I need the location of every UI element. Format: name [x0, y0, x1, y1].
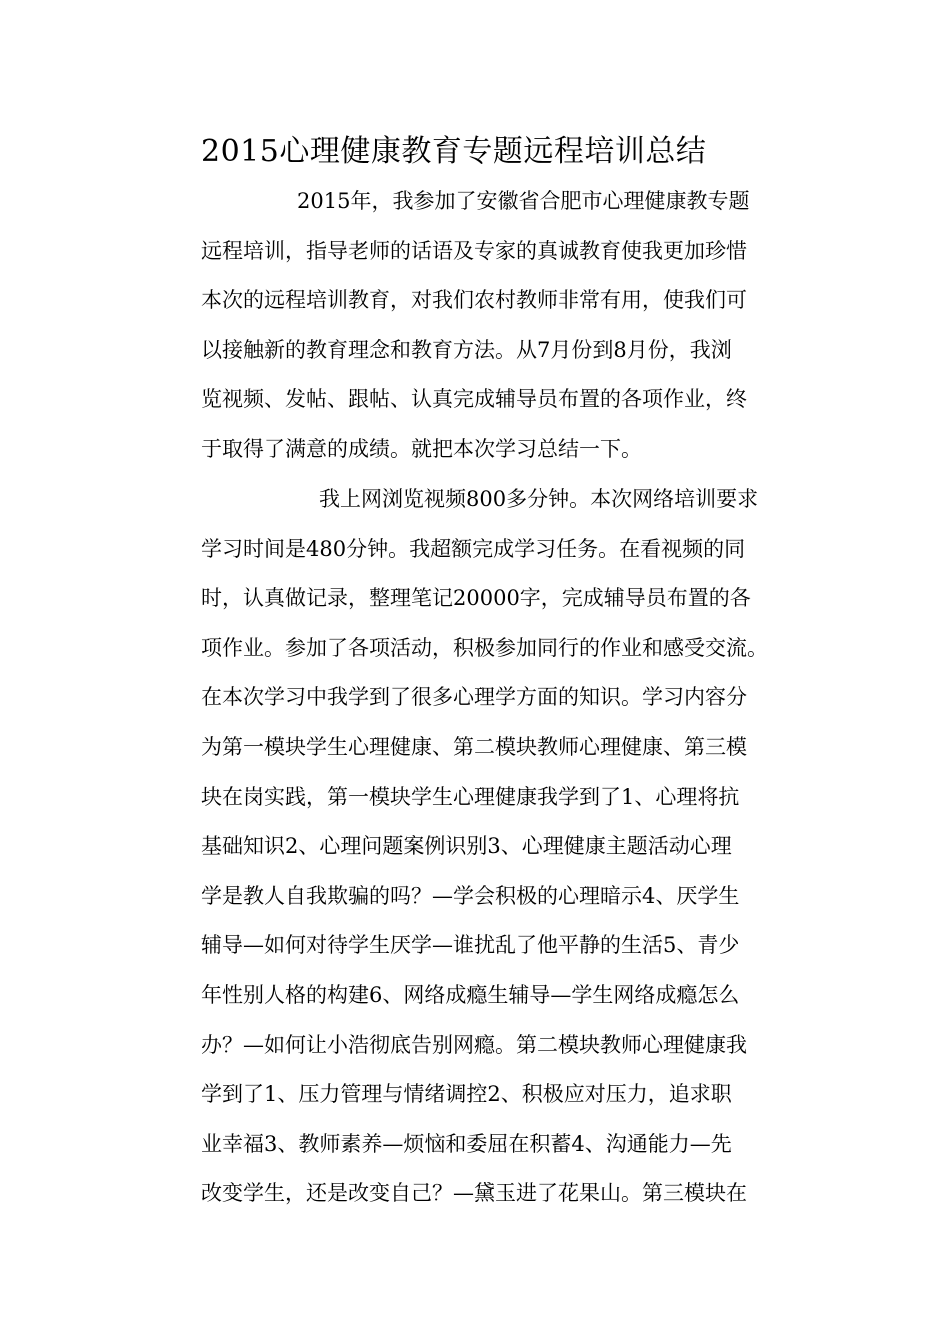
text-line: 远程培训，指导老师的话语及专家的真诚教育使我更加珍惜 — [201, 238, 747, 263]
text-line: 我上网浏览视频800多分钟。本次网络培训要求 — [319, 487, 759, 511]
text-line: 览视频、发帖、跟帖、认真完成辅导员布置的各项作业，终 — [201, 387, 747, 412]
text-line: 2015年，我参加了安徽省合肥市心理健康教专题 — [297, 189, 750, 213]
paragraph-1 — [201, 177, 841, 475]
text-line: 时，认真做记录，整理笔记20000字，完成辅导员布置的各 — [201, 586, 751, 611]
text-line: 学到了1、压力管理与情绪调控2、积极应对压力，追求职 — [201, 1082, 732, 1107]
text-line: 项作业。参加了各项活动，积极参加同行的作业和感受交流。 — [201, 635, 768, 660]
text-line: 在本次学习中我学到了很多心理学方面的知识。学习内容分 — [201, 685, 747, 710]
text-line: 基础知识2、心理问题案例识别3、心理健康主题活动心理 — [201, 834, 732, 859]
text-line: 本次的远程培训教育，对我们农村教师非常有用，使我们可 — [201, 288, 747, 313]
text-line: 块在岗实践，第一模块学生心理健康我学到了1、心理将抗 — [201, 784, 740, 809]
text-line: 为第一模块学生心理健康、第二模块教师心理健康、第三模 — [201, 734, 747, 759]
text-line: 业幸福3、教师素养—烦恼和委屈在积蓄4、沟通能力—先 — [201, 1131, 732, 1156]
text-line: 辅导—如何对待学生厌学—谁扰乱了他平静的生活5、青少 — [201, 933, 740, 958]
text-line: 学习时间是480分钟。我超额完成学习任务。在看视频的同 — [201, 536, 746, 561]
text-line: 以接触新的教育理念和教育方法。从7月份到8月份，我浏 — [201, 337, 732, 362]
text-line: 办？—如何让小浩彻底告别网瘾。第二模块教师心理健康我 — [201, 1032, 747, 1057]
text-line: 年性别人格的构建6、网络成瘾生辅导—学生网络成瘾怎么 — [201, 982, 740, 1007]
text-line: 改变学生，还是改变自己？—黛玉进了花果山。第三模块在 — [201, 1181, 747, 1206]
text-line: 于取得了满意的成绩。就把本次学习总结一下。 — [201, 436, 642, 461]
paragraph-2 — [201, 475, 841, 1219]
text-line: 学是教人自我欺骗的吗？—学会积极的心理暗示4、厌学生 — [201, 883, 740, 908]
document-title: 2015心理健康教育专题远程培训总结 — [201, 134, 707, 169]
